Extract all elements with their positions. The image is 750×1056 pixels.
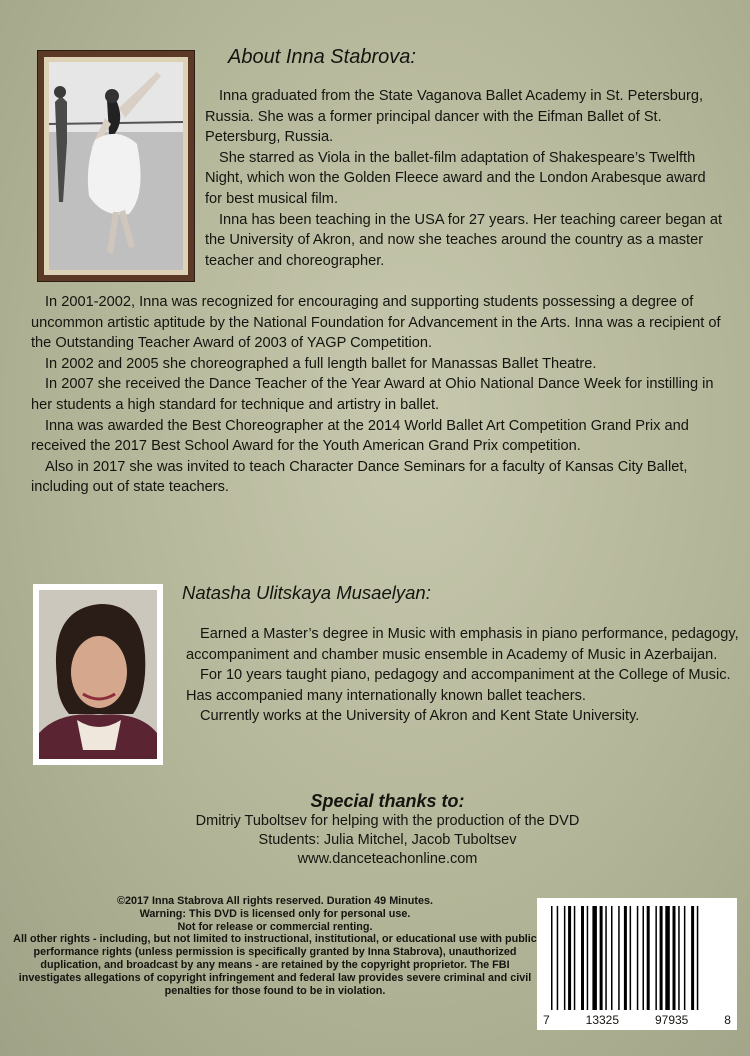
inna-heading: About Inna Stabrova: [228,46,416,68]
special-thanks-title: Special thanks to: [310,791,465,811]
barcode [537,898,737,1030]
inna-bio-paragraph: Inna graduated from the State Vaganova Ballet Academy in St. Petersburg, Russia. She was a former principal dancer with the Eifman Ballet of St. Petersburg, Russia. [205,88,704,146]
natasha-bio-paragraph: For 10 years taught piano, pedagogy and accompaniment at the College of Music. Has accompanied many internationally known ballet teachers. [186,667,731,704]
special-thanks [160,790,615,869]
thanks-line: Students: Julia Mitchel, Jacob Tuboltsev [258,832,517,848]
rights-notice: All other rights - including, but not limited to instructional, institutional, or educational use with public performance rights (unless permission is specifically granted by Inna Stabrova), unauthorized duplication, and broadcast by any means - are retained by the copyright proprietor. The FBI investigates allegations of copyright infringement and federal law provides severe criminal and civil penalties for those found to be in violation. [13,933,537,997]
inna-bio-top [205,86,725,271]
inna-bio-paragraph: In 2002 and 2005 she choreographed a full length ballet for Manassas Ballet Theatre. [45,355,597,372]
inna-bio-bottom [31,292,731,498]
barcode-digit: 97935 [654,1013,689,1027]
inna-bio-paragraph: In 2007 she received the Dance Teacher of the Year Award at Ohio National Dance Week for instilling in her students a high standard for technique and artistry in ballet. [31,376,714,413]
inna-dancer-photo [49,62,183,270]
natasha-heading: Natasha Ulitskaya Musaelyan: [182,582,431,603]
natasha-bio-paragraph: Earned a Master’s degree in Music with emphasis in piano performance, pedagogy, accompaniment and chamber music ensemble in Academy of Music in Azerbaijan. [186,626,739,663]
natasha-bio-paragraph: Currently works at the University of Akron and Kent State University. [200,708,640,725]
thanks-line: Dmitriy Tuboltsev for helping with the production of the DVD [195,813,580,829]
inna-bio-paragraph: Inna has been teaching in the USA for 27 years. Her teaching career began at the University of Akron, and now she teaches around the country as a master teacher and choreographer. [205,211,722,269]
not-for-release-line: Not for release or commercial renting. [177,920,373,933]
natasha-portrait-photo [39,590,157,759]
natasha-bio [186,624,740,727]
inna-bio-paragraph: In 2001-2002, Inna was recognized for encouraging and supporting students possessing a degree of uncommon artistic aptitude by the National Foundation for Advancement in the Arts. Inna was a recipient of the Outstanding Teacher Award of 2003 of YAGP Competition. [31,294,721,352]
inna-bio-paragraph: Also in 2017 she was invited to teach Character Dance Seminars for a faculty of Kansas City Ballet, including out of state teachers. [31,458,688,496]
barcode-digit: 8 [724,1013,731,1027]
warning-line: Warning: This DVD is licensed only for personal use. [139,907,411,920]
legal-notice [12,895,538,997]
natasha-photo-frame [33,584,163,765]
inna-bio-paragraph: Inna was awarded the Best Choreographer at the 2014 World Ballet Art Competition Grand Prix and received the 2017 Best School Award for the Youth American Grand Prix competition. [31,417,689,455]
copyright-line: ©2017 Inna Stabrova All rights reserved. Duration 49 Minutes. [117,895,433,907]
barcode-digit: 13325 [585,1013,620,1027]
inna-photo-frame [37,50,195,282]
barcode-digit: 7 [543,1013,550,1027]
inna-bio-paragraph: She starred as Viola in the ballet-film adaptation of Shakespeare’s Twelfth Night, which won the Golden Fleece award and the London Arabesque award for best musical film. [205,149,706,207]
website-text: www.danceteachonline.com [297,851,478,867]
